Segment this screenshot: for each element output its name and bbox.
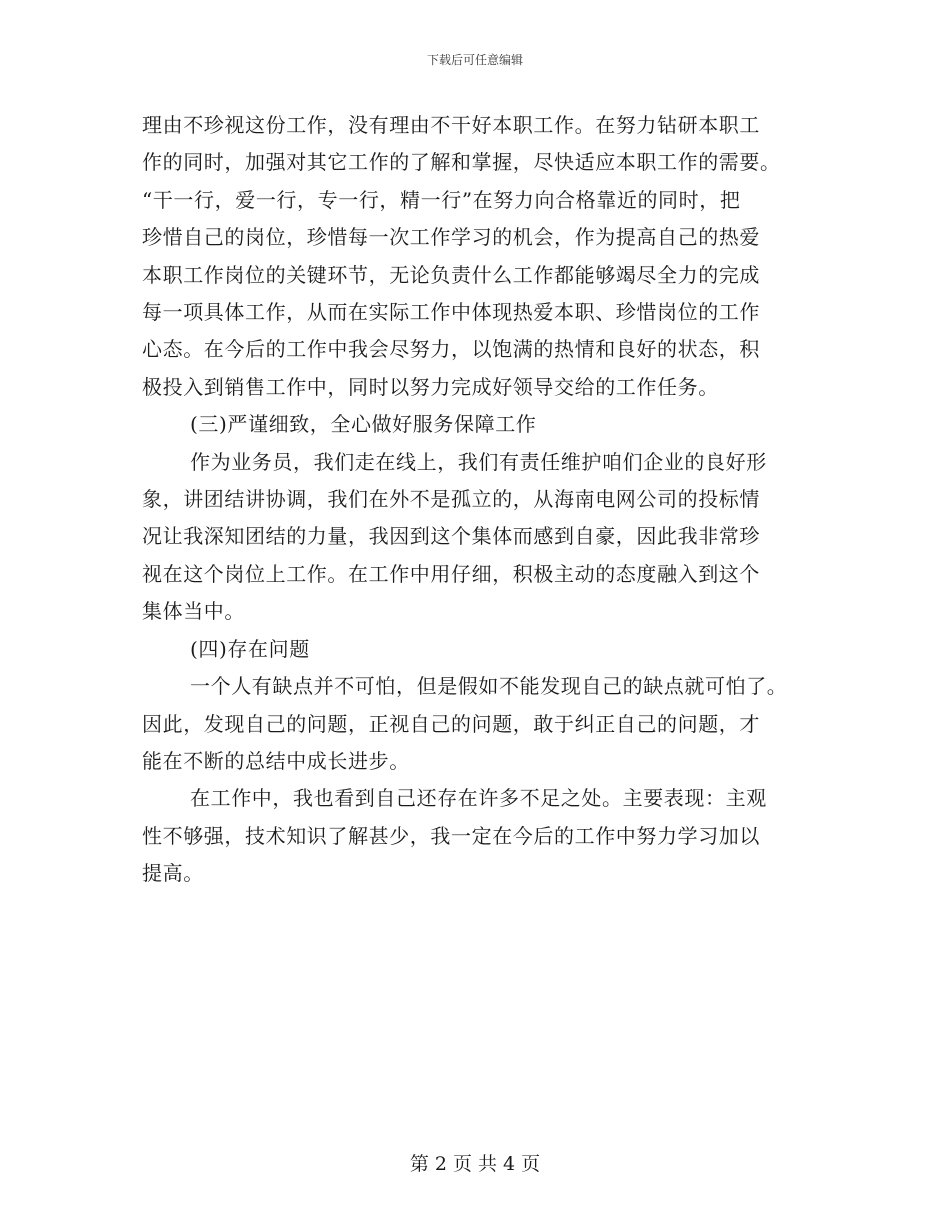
body-line: 因此，发现自己的问题，正视自己的问题，敢于纠正自己的问题，才 (142, 711, 760, 736)
body-line: 能在不断的总结中成长进步。 (142, 748, 410, 773)
body-line: 珍惜自己的岗位，珍惜每一次工作学习的机会，作为提高自己的热爱 (142, 225, 760, 250)
body-line: 象，讲团结讲协调，我们在外不是孤立的，从海南电网公司的投标情 (142, 487, 760, 512)
body-line: 心态。在今后的工作中我会尽努力，以饱满的热情和良好的状态，积 (142, 337, 760, 362)
body-line: 作的同时，加强对其它工作的了解和掌握，尽快适应本职工作的需要。 (142, 150, 781, 175)
body-line: 视在这个岗位上工作。在工作中用仔细，积极主动的态度融入到这个 (142, 561, 760, 586)
body-line: 况让我深知团结的力量，我因到这个集体而感到自豪，因此我非常珍 (142, 524, 760, 549)
body-line: 提高。 (142, 861, 204, 886)
body-line: “干一行，爱一行，专一行，精一行”在努力向合格靠近的同时，把 (142, 187, 741, 212)
body-line: 作为业务员，我们走在线上，我们有责任维护咱们企业的良好形 (190, 449, 767, 474)
body-line: 一个人有缺点并不可怕，但是假如不能发现自己的缺点就可怕了。 (190, 674, 788, 699)
page-number-footer: 第 2 页 共 4 页 (409, 1153, 541, 1175)
section-heading: (三)严谨细致，全心做好服务保障工作 (190, 412, 537, 437)
body-line: 极投入到销售工作中，同时以努力完成好领导交给的工作任务。 (142, 374, 719, 399)
body-line: 集体当中。 (142, 599, 245, 624)
body-line: 每一项具体工作，从而在实际工作中体现热爱本职、珍惜岗位的工作 (142, 300, 760, 325)
document-body (142, 107, 812, 893)
body-line: 性不够强，技术知识了解甚少，我一定在今后的工作中努力学习加以 (142, 823, 760, 848)
body-line: 理由不珍视这份工作，没有理由不干好本职工作。在努力钻研本职工 (142, 113, 760, 137)
section-heading: (四)存在问题 (190, 636, 310, 661)
body-line: 在工作中，我也看到自己还存在许多不足之处。主要表现：主观 (190, 786, 767, 811)
page-header: 下载后可任意编辑 (426, 53, 523, 67)
body-line: 本职工作岗位的关键环节，无论负责什么工作都能够竭尽全力的完成 (142, 262, 760, 287)
